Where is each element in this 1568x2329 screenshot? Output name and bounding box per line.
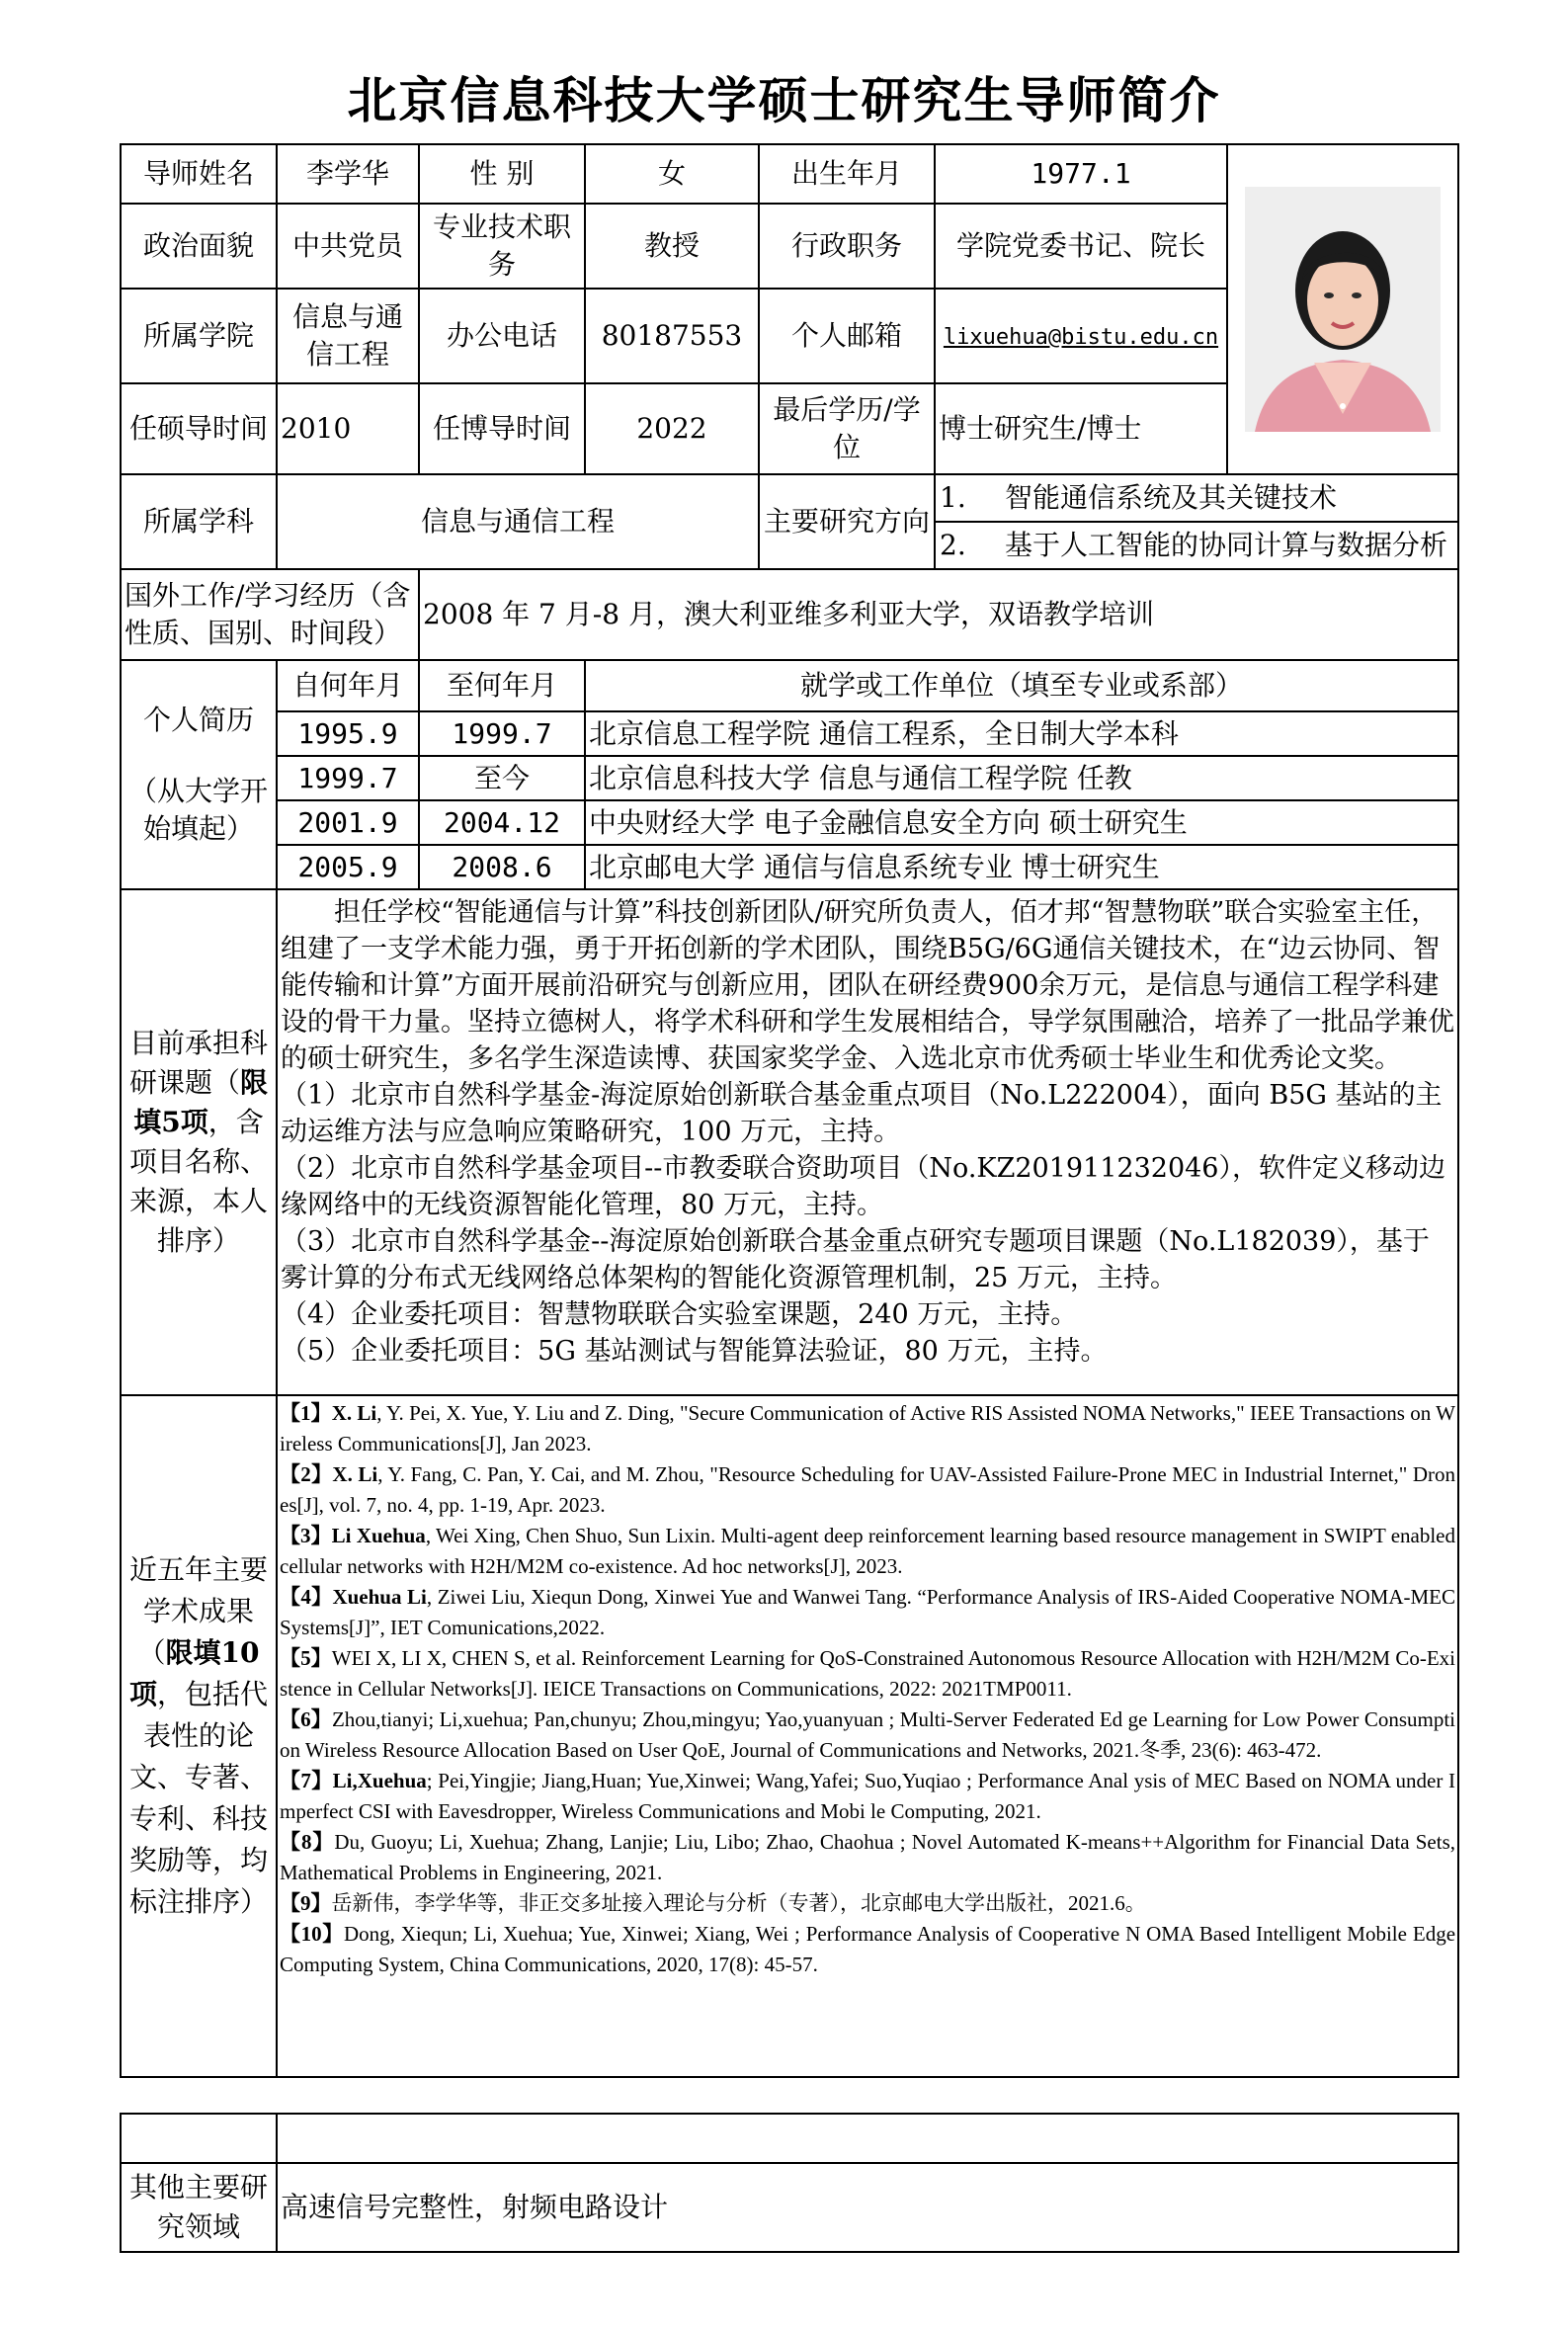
- resume-col-from: 自何年月: [277, 660, 419, 711]
- photo-cell: [1227, 144, 1458, 474]
- discipline-label: 所属学科: [121, 474, 277, 569]
- result-item: 【8】Du, Guoyu; Li, Xuehua; Zhang, Lanjie; Liu, Libo; Zhao, Chaohua ; Novel Automated K-means++Algorithm for Financial Data Sets, Mathematical Problems in Engineering, 2021.: [280, 1830, 1456, 1884]
- political-value: 中共党员: [277, 204, 419, 289]
- results-label: 近五年主要学术成果（限填10项，包括代表性的论文、专著、专利、科技奖励等，均标注排序）: [121, 1395, 277, 2077]
- degree-value: 博士研究生/博士: [935, 383, 1227, 474]
- other-table: [120, 2113, 1459, 2253]
- projects-label: 目前承担科研课题（限填5项，含项目名称、来源，本人排序）: [121, 889, 277, 1395]
- resume-to: 1999.7: [419, 711, 585, 756]
- phone-label: 办公电话: [419, 289, 585, 383]
- discipline-value: 信息与通信工程: [277, 474, 759, 569]
- birth-value: 1977.1: [935, 144, 1227, 204]
- email-label: 个人邮箱: [759, 289, 935, 383]
- projects-intro: 担任学校“智能通信与计算”科技创新团队/研究所负责人，佰才邦“智慧物联”联合实验室主任，组建了一支学术能力强，勇于开拓创新的学术团队，围绕B5G/6G通信关键技术，在“边云协同、智能传输和计算”方面开展前沿研究与创新应用，团队在研经费900余万元，是信息与通信工程学科建设的骨干力量。坚持立德树人，将学术科研和学生发展相结合，导学氛围融洽，培养了一批品学兼优的硕士研究生，多名学生深造读博、获国家奖学金、入选北京市优秀硕士毕业生和优秀论文奖。: [281, 897, 1454, 1074]
- resume-to: 至今: [419, 756, 585, 800]
- projects-content: [277, 889, 1458, 1395]
- political-label: 政治面貌: [121, 204, 277, 289]
- college-value: 信息与通信工程: [277, 289, 419, 383]
- blank-cell: [121, 2114, 277, 2163]
- admin-label: 行政职务: [759, 204, 935, 289]
- gender-label: 性 别: [419, 144, 585, 204]
- result-item: 【10】Dong, Xiequn; Li, Xuehua; Yue, Xinwei; Xiang, Wei ; Performance Analysis of Cooperative N OMA Based Intelligent Mobile Edge Computing System, China Communications, 2020, 17(8): 45-57.: [280, 1922, 1456, 1976]
- result-item: 【1】X. Li, Y. Pei, X. Yue, Y. Liu and Z. Ding, "Secure Communication of Active RIS Assisted NOMA Networks," IEEE Transactions on Wireless Communications[J], Jan 2023.: [280, 1401, 1455, 1456]
- gender-value: 女: [585, 144, 759, 204]
- direction-list: [935, 474, 1458, 569]
- blank-cell: [277, 2114, 1458, 2163]
- project-item: （1）北京市自然科学基金-海淀原始创新联合基金重点项目（No.L222004），面向 B5G 基站的主动运维方法与应急响应策略研究，100 万元，主持。: [281, 1080, 1443, 1147]
- portrait-photo: [1245, 187, 1441, 432]
- project-item: （5）企业委托项目：5G 基站测试与智能算法验证，80 万元，主持。: [281, 1336, 1108, 1367]
- result-item: 【2】X. Li, Y. Fang, C. Pan, Y. Cai, and M. Zhou, "Resource Scheduling for UAV-Assisted Failure-Prone MEC in Industrial Internet," Drones[J], vol. 7, no. 4, pp. 1-19, Apr. 2023.: [280, 1462, 1456, 1517]
- other-value: 高速信号完整性，射频电路设计: [277, 2163, 1458, 2252]
- resume-col-to: 至何年月: [419, 660, 585, 711]
- resume-from: 2005.9: [277, 845, 419, 889]
- phone-value: 80187553: [585, 289, 759, 383]
- other-label: 其他主要研究领域: [121, 2163, 277, 2252]
- resume-to: 2008.6: [419, 845, 585, 889]
- resume-col-unit: 就学或工作单位（填至专业或系部）: [585, 660, 1458, 711]
- result-item: 【3】Li Xuehua, Wei Xing, Chen Shuo, Sun Lixin. Multi-agent deep reinforcement learning based resource management in SWIPT enabled cellular networks with H2H/M2M co-existence. Ad hoc networks[J], 2023.: [280, 1524, 1455, 1578]
- resume-unit: 中央财经大学 电子金融信息安全方向 硕士研究生: [585, 800, 1458, 845]
- abroad-value: 2008 年 7 月-8 月，澳大利亚维多利亚大学，双语教学培训: [419, 569, 1458, 660]
- project-item: （4）企业委托项目：智慧物联联合实验室课题，240 万元，主持。: [281, 1299, 1078, 1330]
- phd-since-label: 任博导时间: [419, 383, 585, 474]
- resume-to: 2004.12: [419, 800, 585, 845]
- resume-unit: 北京邮电大学 通信与信息系统专业 博士研究生: [585, 845, 1458, 889]
- project-item: （2）北京市自然科学基金项目--市教委联合资助项目（No.KZ201911232046），软件定义移动边缘网络中的无线资源智能化管理，80 万元，主持。: [281, 1153, 1445, 1220]
- result-item: 【5】WEI X, LI X, CHEN S, et al. Reinforcement Learning for QoS-Constrained Autonomous Resource Allocation with H2H/M2M Co-Existence in Cellular Networks[J]. IEICE Transactions on Communications, 2022: 2021TMP0011.: [280, 1646, 1456, 1701]
- name-value: 李学华: [277, 144, 419, 204]
- page-title: 北京信息科技大学硕士研究生导师简介: [347, 72, 1221, 129]
- college-label: 所属学院: [121, 289, 277, 383]
- resume-from: 1995.9: [277, 711, 419, 756]
- result-item: 【7】Li,Xuehua; Pei,Yingjie; Jiang,Huan; Yue,Xinwei; Wang,Yafei; Suo,Yuqiao ; Performance Anal ysis of MEC Based on NOMA under Imperfect CSI with Eavesdropper, Wireless Communications and Mobi le Computing, 2021.: [280, 1769, 1455, 1823]
- phd-since-value: 2022: [585, 383, 759, 474]
- portrait-photo-icon: [1245, 187, 1441, 432]
- birth-label: 出生年月: [759, 144, 935, 204]
- resume-from: 1999.7: [277, 756, 419, 800]
- job-title-label: 专业技术职务: [419, 204, 585, 289]
- admin-value: 学院党委书记、院长: [935, 204, 1227, 289]
- result-item: 【6】Zhou,tianyi; Li,xuehua; Pan,chunyu; Zhou,mingyu; Yao,yuanyuan ; Multi-Server Federated Ed ge Learning for Low Power Consumption Wireless Resource Allocation Based on User QoE, Journal of Communications and Networks, 2021.冬季, 23(6): 463-472.: [280, 1707, 1455, 1762]
- degree-label: 最后学历/学位: [759, 383, 935, 474]
- result-item: 【9】岳新伟，李学华等，非正交多址接入理论与分析（专著），北京邮电大学出版社，2021.6。: [280, 1891, 1146, 1915]
- name-label: 导师姓名: [121, 144, 277, 204]
- direction-item: 2. 基于人工智能的协同计算与数据分析: [940, 529, 1448, 561]
- profile-table: [120, 143, 1459, 2078]
- direction-item: 1. 智能通信系统及其关键技术: [936, 475, 1457, 522]
- resume-from: 2001.9: [277, 800, 419, 845]
- master-since-label: 任硕导时间: [121, 383, 277, 474]
- result-item: 【4】Xuehua Li, Ziwei Liu, Xiequn Dong, Xinwei Yue and Wanwei Tang. “Performance Analysis of IRS-Aided Cooperative NOMA-MEC Systems[J]”, IET Comunications,2022.: [280, 1585, 1455, 1639]
- resume-label: 个人简历 （从大学开始填起）: [121, 660, 277, 889]
- email-link[interactable]: lixuehua@bistu.edu.cn: [943, 324, 1219, 350]
- master-since-value: 2010: [277, 383, 419, 474]
- project-item: （3）北京市自然科学基金--海淀原始创新联合基金重点研究专题项目课题（No.L182039），基于雾计算的分布式无线网络总体架构的智能化资源管理机制，25 万元，主持。: [281, 1226, 1430, 1293]
- direction-label: 主要研究方向: [759, 474, 935, 569]
- resume-unit: 北京信息工程学院 通信工程系，全日制大学本科: [585, 711, 1458, 756]
- abroad-label: 国外工作/学习经历（含性质、国别、时间段）: [121, 569, 419, 660]
- resume-unit: 北京信息科技大学 信息与通信工程学院 任教: [585, 756, 1458, 800]
- results-content: [277, 1395, 1458, 2077]
- job-title-value: 教授: [585, 204, 759, 289]
